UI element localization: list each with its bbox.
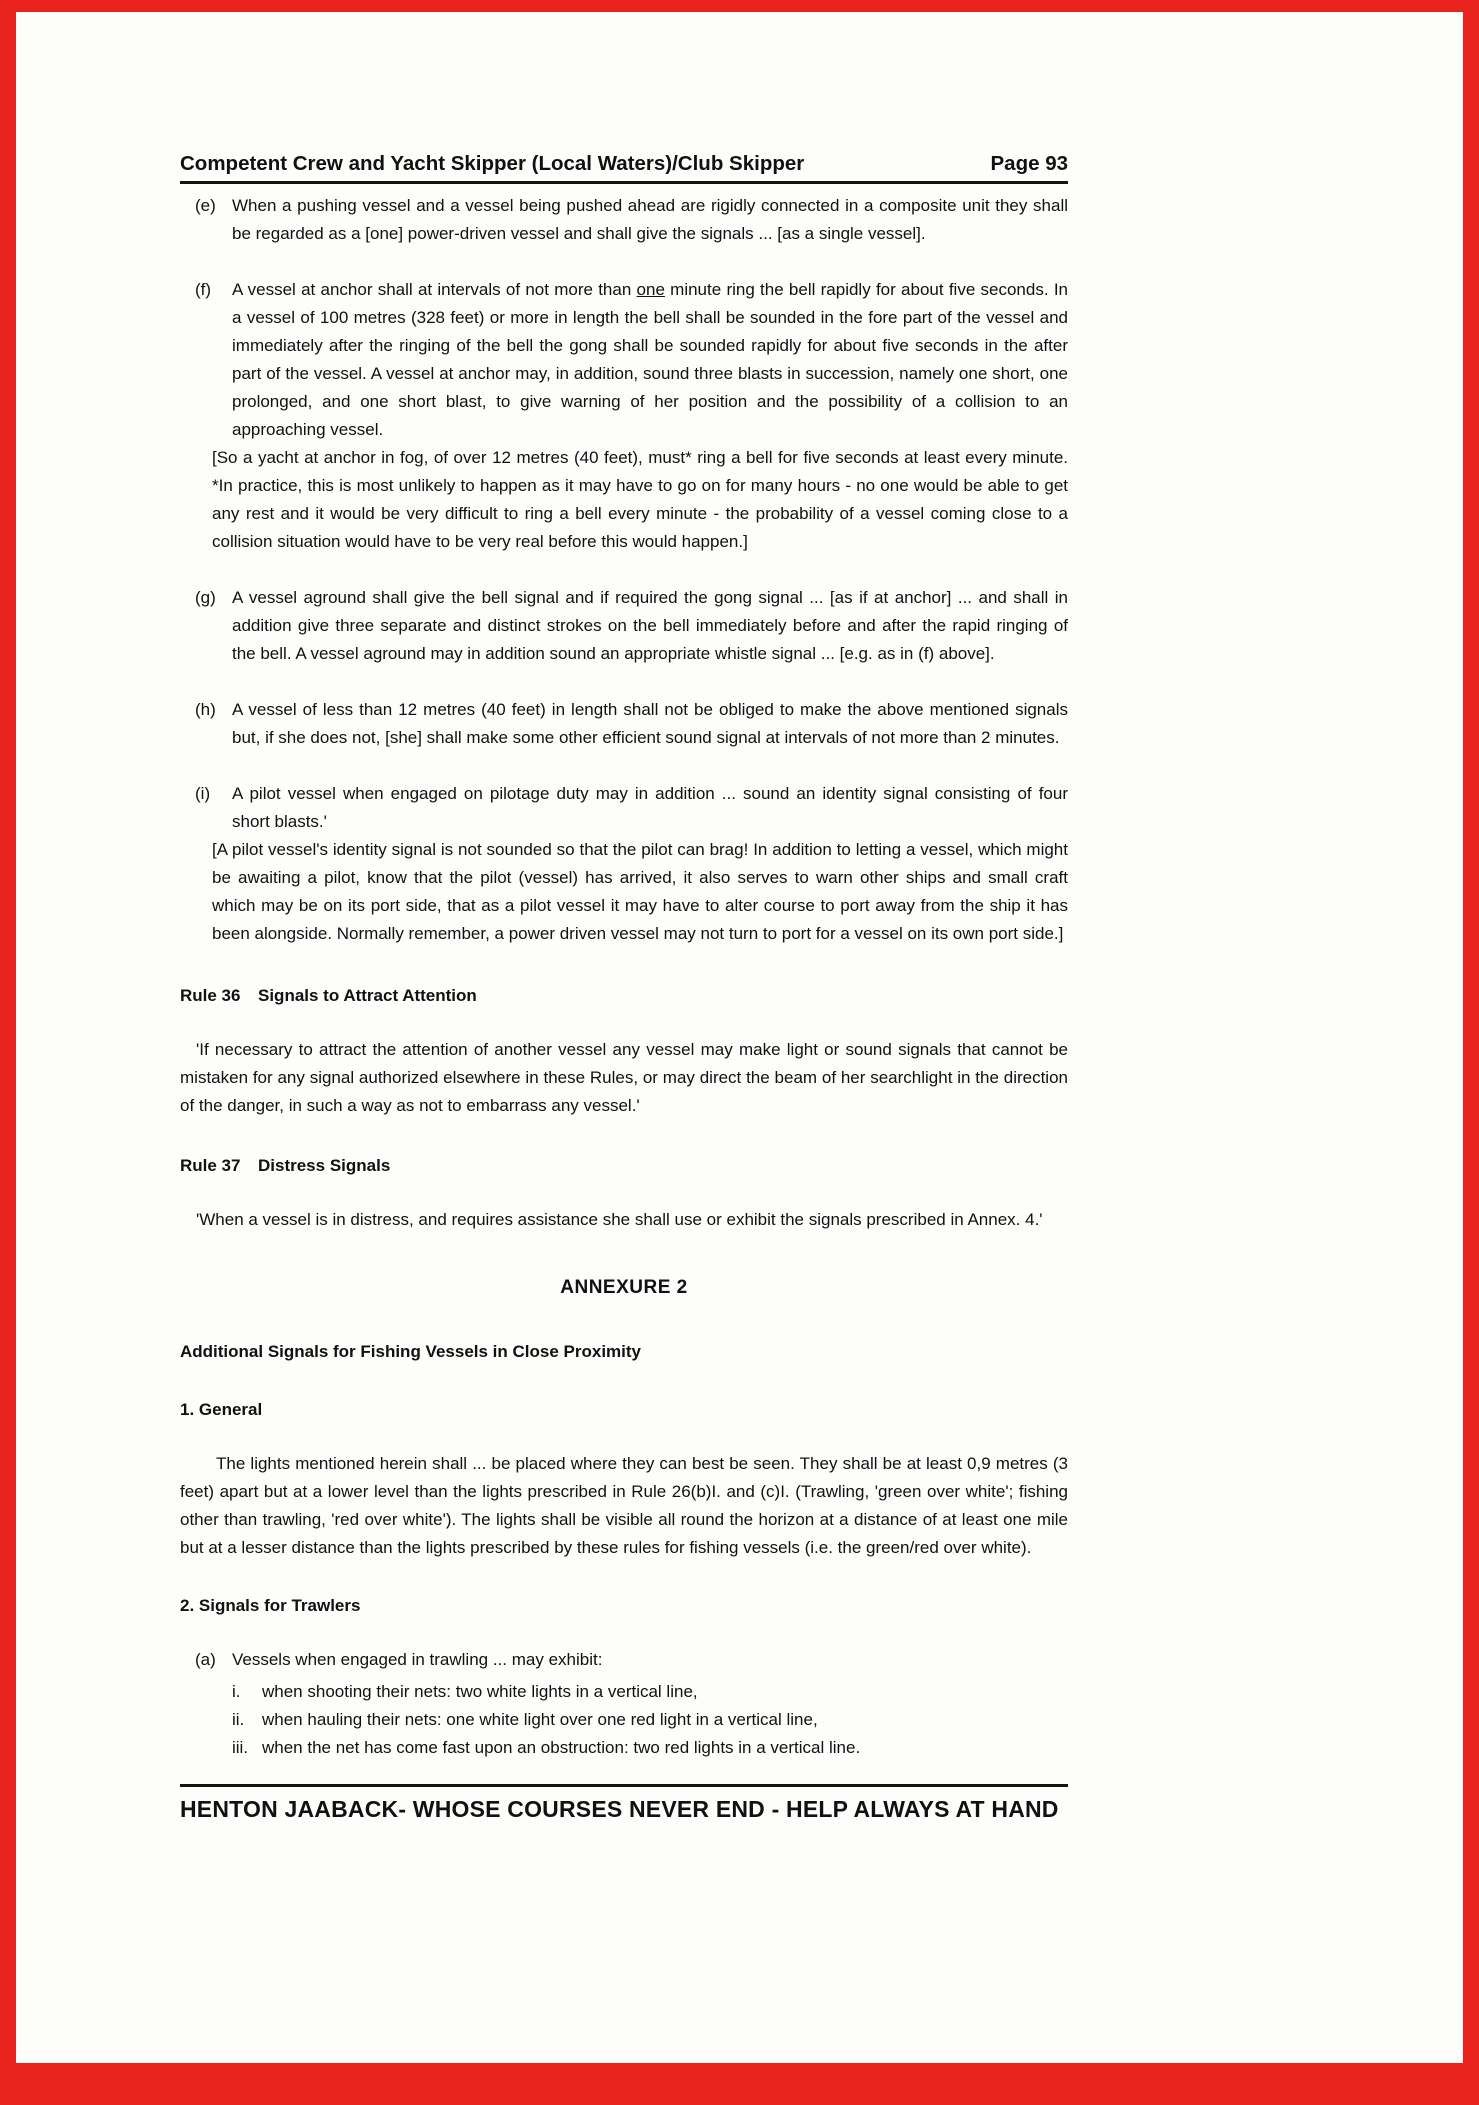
annexure-title: ANNEXURE 2 [560, 1277, 688, 1298]
item-label: (e) [195, 196, 216, 215]
item-text: Vessels when engaged in trawling ... may exhibit: [232, 1650, 603, 1669]
list-item-number: iii. [232, 1738, 249, 1757]
paragraph-item-h [180, 696, 1068, 752]
rule-body-text: 'If necessary to attract the attention of another vessel any vessel may make light or sound signals that cannot be mistaken for any signal authorized elsewhere in these Rules, or may direct the beam of her searchlight in the direction of the danger, in such a way as not to embarrass any vessel.' [180, 1040, 1068, 1115]
section-1-heading: 1. General [180, 1400, 263, 1419]
list-item-number: ii. [232, 1710, 245, 1729]
item-text: A vessel aground shall give the bell signal and if required the gong signal ... [as if at anchor] ... and shall in addition give three separate and distinct strokes on the bell immediately before and after the rapid ringing of the bell. A vessel aground may in addition sound an appropriate whistle signal ... [e.g. as in (f) above]. [232, 588, 1068, 663]
page-content [180, 150, 1068, 1823]
section-body-text: The lights mentioned herein shall ... be placed where they can best be seen. They shall be at least 0,9 metres (3 feet) apart but at a lower level than the lights prescribed in Rule 26(b)I. and (c)I. (Trawling, 'green over white'; fishing other than trawling, 'red over white'). The lights shall be visible all round the horizon at a distance of at least one mile but at a lesser distance than the lights prescribed by these rules for fishing vessels (i.e. the green/red over white). [180, 1454, 1068, 1557]
rule-number: Rule 36 [180, 986, 241, 1005]
paragraph-item-e [180, 192, 1068, 248]
item-text: A vessel of less than 12 metres (40 feet) in length shall not be obliged to make the above mentioned signals but, if she does not, [she] shall make some other efficient sound signal at intervals of not more than 2 minutes. [232, 700, 1068, 747]
note-text: [So a yacht at anchor in fog, of over 12 metres (40 feet), must* ring a bell for five seconds at least every minute. *In practice, this is most unlikely to happen as it may have to go on for many hours - no one would be able to get any rest and it would be very difficult to ring a bell every minute - the probability of a vessel coming close to a collision situation would have to be very real before this would happen.] [212, 448, 1068, 551]
page-number: Page 93 [990, 152, 1068, 175]
list-item-ii [180, 1706, 1068, 1734]
annexure-subtitle: Additional Signals for Fishing Vessels in Close Proximity [180, 1342, 641, 1361]
list-item-text: when the net has come fast upon an obstruction: two red lights in a vertical line. [262, 1738, 861, 1757]
rule-37-heading [180, 1152, 1068, 1180]
list-item-iii [180, 1734, 1068, 1762]
page-footer [180, 1784, 1068, 1823]
note-text: [A pilot vessel's identity signal is not sounded so that the pilot can brag! In addition to letting a vessel, which might be awaiting a pilot, know that the pilot (vessel) has arrived, it also serves to warn other ships and small craft which may be on its port side, that as a pilot vessel it may have to alter course to port away from the ship it has been alongside. Normally remember, a power driven vessel may not turn to port for a vessel on its own port side.] [212, 840, 1068, 943]
page-header [180, 150, 1068, 184]
item-label: (a) [195, 1650, 216, 1669]
section-2-heading: 2. Signals for Trawlers [180, 1596, 361, 1615]
item-label: (g) [195, 588, 216, 607]
list-item-text: when hauling their nets: one white light over one red light in a vertical line, [262, 1710, 818, 1729]
item-label: (i) [195, 784, 211, 803]
paragraph-item-g [180, 584, 1068, 668]
list-item-text: when shooting their nets: two white lights in a vertical line, [262, 1682, 698, 1701]
rule-title: Signals to Attract Attention [258, 986, 477, 1005]
list-item-number: i. [232, 1682, 241, 1701]
item-label: (f) [195, 280, 212, 299]
rule-body-text: 'When a vessel is in distress, and requires assistance she shall use or exhibit the signals prescribed in Annex. 4.' [196, 1210, 1043, 1229]
paragraph-item-i [180, 780, 1068, 836]
document-page [16, 12, 1463, 2063]
item-text: When a pushing vessel and a vessel being pushed ahead are rigidly connected in a composite unit they shall be regarded as a [one] power-driven vessel and shall give the signals ... [as a single vessel]. [232, 196, 1068, 243]
underlined-word: one [636, 280, 665, 299]
rule-title: Distress Signals [258, 1156, 391, 1175]
item-text: A pilot vessel when engaged on pilotage duty may in addition ... sound an identity signal consisting of four short blasts.' [232, 784, 1068, 831]
rule-37-body [180, 1206, 1068, 1234]
footer-text: HENTON JAABACK- WHOSE COURSES NEVER END - HELP ALWAYS AT HAND [180, 1796, 1059, 1822]
page-title: Competent Crew and Yacht Skipper (Local Waters)/Club Skipper [180, 152, 805, 175]
rule-number: Rule 37 [180, 1156, 241, 1175]
rule-36-heading [180, 982, 1068, 1010]
item-text-post: minute ring the bell rapidly for about five seconds. In a vessel of 100 metres (328 feet) or more in length the bell shall be sounded in the fore part of the vessel and immediately after the ringing of the bell the gong shall be sounded rapidly for about five seconds in the after part of the vessel. A vessel at anchor may, in addition, sound three blasts in succession, namely one short, one prolonged, and one short blast, to give warning of her position and the possibility of a collision to an approaching vessel. [232, 280, 1068, 439]
annotation-note-f [180, 444, 1068, 556]
item-label: (h) [195, 700, 216, 719]
paragraph-item-a [180, 1646, 1068, 1674]
section-1-body [180, 1450, 1068, 1562]
rule-36-body [180, 1036, 1068, 1120]
paragraph-item-f [180, 276, 1068, 444]
item-text-pre: A vessel at anchor shall at intervals of not more than [232, 280, 637, 299]
annotation-note-i [180, 836, 1068, 948]
list-item-i [180, 1678, 1068, 1706]
